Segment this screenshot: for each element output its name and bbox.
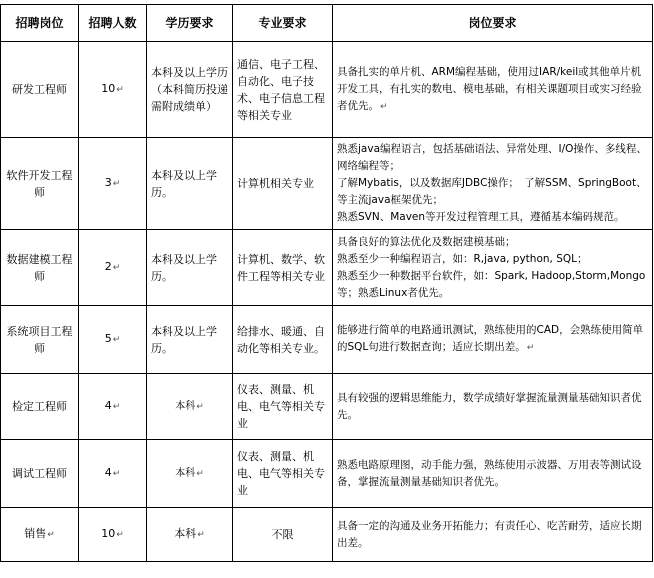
major-cell [233, 508, 333, 562]
education-cell [147, 306, 233, 374]
education-cell: 本科↵ [147, 508, 233, 562]
header-position: 招聘岗位 [1, 5, 79, 42]
count-cell: 3↵ [79, 138, 147, 230]
header-education: 学历要求 [147, 5, 233, 42]
count-text: 2 [104, 260, 112, 273]
count-cell: 4↵ [79, 374, 147, 440]
count-cell: 10↵ [79, 42, 147, 138]
requirement-line: 了解Mybatis，以及数据库JDBC操作； 了解SSM、SpringBoot、等主流java框架优先； [337, 177, 647, 206]
major-text: 不限 [271, 528, 294, 541]
header-requirements: 岗位要求 [333, 5, 653, 42]
education-text: 本科 [175, 467, 196, 479]
requirement-line: 熟悉java编程语言，包括基础语法、异常处理、I/O操作、多线程、网络编程等； [337, 143, 647, 172]
major-cell [233, 138, 333, 230]
requirements-cell [333, 138, 653, 230]
requirement-line: 具备一定的沟通及业务开拓能力；有责任心、吃苦耐劳，适应长期出差。 [337, 519, 642, 549]
major-text: 计算机、数学、软件工程等相关专业 [237, 252, 325, 283]
requirement-line: 具备扎实的单片机、ARM编程基础，使用过IAR/keil或其他单片机开发工具，有扎实的数电、模电基础，有相关课题项目或实习经验者优先。 [337, 65, 642, 112]
major-cell [233, 440, 333, 508]
position-cell [1, 138, 79, 230]
education-cell [147, 42, 233, 138]
table-row [1, 508, 653, 562]
header-major: 专业要求 [233, 5, 333, 42]
position-text: 数据建模工程师 [6, 252, 73, 283]
major-cell [233, 306, 333, 374]
position-text: 调试工程师 [12, 467, 67, 480]
requirement-line: 熟悉SVN、Maven等开发过程管理工具，遵循基本编码规范。 [337, 211, 625, 223]
table-row [1, 138, 653, 230]
education-cell: 本科↵ [147, 440, 233, 508]
requirement-line: 具备良好的算法优化及数据建模基础； [337, 235, 516, 248]
education-text: 本科及以上学历。 [151, 252, 217, 283]
requirement-line: 熟悉至少一种编程语言，如：R,java, python, SQL； [337, 252, 588, 265]
major-cell [233, 230, 333, 306]
requirement-line: 能够进行简单的电路通讯测试，熟练使用的CAD，会熟练使用简单的SQL句进行数据查询；适应长期出差。 [337, 324, 644, 353]
recruitment-table-container [0, 4, 653, 562]
count-text: 10 [101, 82, 116, 95]
major-text: 给排水、暖通、自动化等相关专业。 [237, 324, 325, 355]
table-row [1, 374, 653, 440]
requirements-cell: 能够进行简单的电路通讯测试，熟练使用的CAD，会熟练使用简单的SQL句进行数据查询；适应长期出差。↵ [333, 306, 653, 374]
header-count: 招聘人数 [79, 5, 147, 42]
table-row [1, 230, 653, 306]
requirements-cell: 具备扎实的单片机、ARM编程基础，使用过IAR/keil或其他单片机开发工具，有扎实的数电、模电基础，有相关课题项目或实习经验者优先。↵ [333, 42, 653, 138]
education-text: 本科及以上学历（本科简历投递需附成绩单） [151, 66, 228, 113]
count-text: 10 [101, 527, 116, 540]
education-text: 本科及以上学历。 [151, 324, 217, 355]
major-text: 仪表、测量、机电、电气等相关专业 [237, 450, 325, 497]
education-text: 本科及以上学历。 [151, 168, 217, 199]
education-text: 本科 [174, 527, 197, 540]
requirement-line: 熟悉电路原理图，动手能力强，熟练使用示波器、万用表等测试设备，掌握流量测量基础知识者优先。 [337, 458, 642, 488]
count-cell: 2↵ [79, 230, 147, 306]
major-cell [233, 374, 333, 440]
requirements-cell [333, 374, 653, 440]
position-text: 系统项目工程师 [6, 324, 73, 355]
position-cell [1, 306, 79, 374]
header-row [1, 5, 653, 42]
requirements-cell [333, 230, 653, 306]
position-cell [1, 440, 79, 508]
position-cell: 销售↵ [1, 508, 79, 562]
count-text: 5 [104, 332, 112, 345]
count-text: 4 [104, 399, 112, 412]
requirements-cell [333, 440, 653, 508]
count-cell: 5↵ [79, 306, 147, 374]
position-text: 检定工程师 [12, 400, 67, 413]
major-text: 通信、电子工程、自动化、电子技术、电子信息工程等相关专业 [237, 57, 325, 122]
position-cell [1, 230, 79, 306]
major-cell [233, 42, 333, 138]
education-cell: 本科↵ [147, 374, 233, 440]
education-cell [147, 230, 233, 306]
position-text: 销售 [24, 527, 47, 540]
table-row [1, 306, 653, 374]
count-text: 3 [104, 176, 112, 189]
requirement-line: 具有较强的逻辑思维能力，数学成绩好掌握流量测量基础知识者优先。 [337, 391, 642, 421]
table-row [1, 440, 653, 508]
requirement-line: 熟悉至少一种数据平台软件，如：Spark, Hadoop,Storm,Mongo等；熟悉Linux者优先。 [337, 269, 646, 299]
requirements-cell [333, 508, 653, 562]
position-cell [1, 374, 79, 440]
position-cell [1, 42, 79, 138]
count-cell: 10↵ [79, 508, 147, 562]
major-text: 计算机相关专业 [237, 177, 314, 190]
position-text: 研发工程师 [12, 83, 67, 96]
count-cell: 4↵ [79, 440, 147, 508]
table-row [1, 42, 653, 138]
position-text: 软件开发工程师 [6, 168, 73, 199]
major-text: 仪表、测量、机电、电气等相关专业 [237, 383, 325, 430]
education-text: 本科 [175, 400, 196, 412]
education-cell [147, 138, 233, 230]
count-text: 4 [104, 466, 112, 479]
recruitment-table [0, 4, 653, 562]
